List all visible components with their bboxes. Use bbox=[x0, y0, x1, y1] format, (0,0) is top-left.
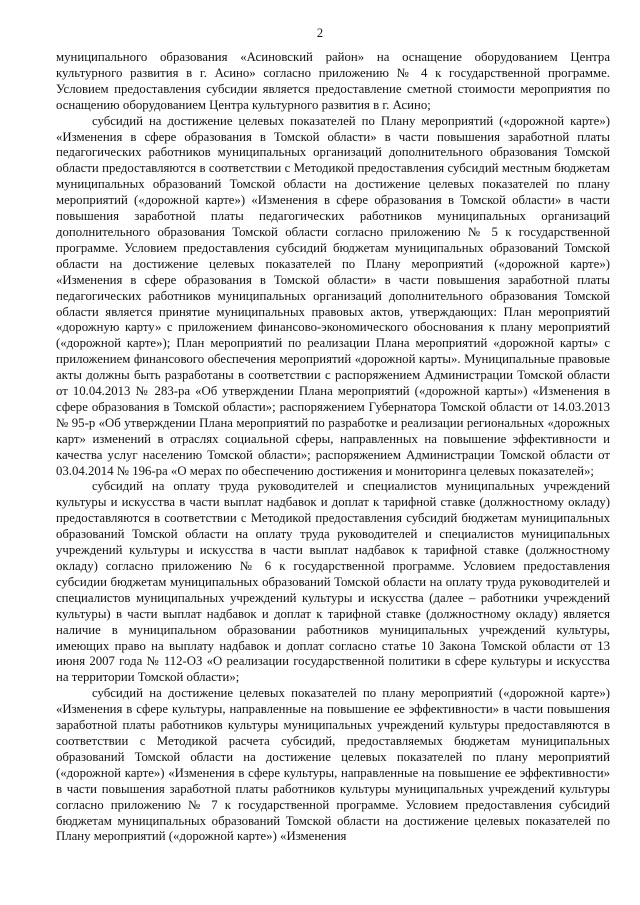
paragraph-education-subsidy: субсидий на достижение целевых показателей по Плану мероприятий («дорожной карте») «Изменения в сфере образования в Томской области» в части повышения заработной платы педагогических работников муниципальных организаций дополнительного образования Томской области предоставляются в соответствии с Методикой предоставления субсидий местным бюджетам муниципальных образований Томской области на достижение целевых показателей по плану мероприятий («дорожной карте») «Изменения в сфере образования в Томской области» в части повышения заработной платы педагогических работников муниципальных организаций дополнительного образования Томской области согласно приложению № 5 к государственной программе. Условием предоставления субсидий бюджетам муниципальных образований Томской области на достижение целевых показателей по Плану мероприятий («дорожной карте») «Изменения в сфере образования в Томской области» в части повышения заработной платы педагогических работников муниципальных организаций дополнительного образования Томской области является принятие муниципальных правовых актов, утверждающих: План мероприятий «дорожную карту» с приложением финансово-экономического обоснования к плану мероприятий («дорожной карте»); План мероприятий по реализации Плана мероприятий «дорожной карты» с приложением финансового обеспечения мероприятий «дорожной карты». Муниципальные правовые акты должны быть разработаны в соответствии с распоряжением Администрации Томской области от 10.04.2013 № 283-ра «Об утверждении Плана мероприятий («дорожной карты») «Изменения в сфере образования в Томской области»; распоряжением Губернатора Томской области от 14.03.2013 № 95-р «Об утверждении Плана мероприятий по разработке и реализации региональных «дорожных карт» изменений в отраслях социальной сферы, направленных на повышение эффективности и качества услуг населению Томской области»; распоряжением Администрации Томской области от 03.04.2014 № 196-ра «О мерах по обеспечению достижения и мониторинга целевых показателей»; bbox=[56, 113, 610, 478]
paragraph-culture-wages-subsidy: субсидий на оплату труда руководителей и специалистов муниципальных учреждений культуры и искусства в части выплат надбавок и доплат к тарифной ставке (должностному окладу) предоставляются в соответствии с Методикой предоставления субсидий бюджетам муниципальных образований Томской области на оплату труда руководителей и специалистов муниципальных учреждений культуры и искусства в части выплат надбавок к тарифной ставке (должностному окладу) согласно приложению № 6 к государственной программе. Условием предоставления субсидии бюджетам муниципальных образований Томской области на оплату труда руководителей и специалистов муниципальных учреждений культуры и искусства (далее – работники учреждений культуры) в части выплат надбавок и доплат к тарифной ставке (должностному окладу) является наличие в муниципальном образовании работников муниципальных учреждений культуры, имеющих право на выплату надбавок и доплат согласно статье 10 Закона Томской области от 13 июня 2007 года № 112-ОЗ «О реализации государственной политики в сфере культуры и искусства на территории Томской области»; bbox=[56, 479, 610, 685]
page-number: 2 bbox=[316, 26, 324, 40]
paragraph-culture-roadmap-subsidy: субсидий на достижение целевых показателей по плану мероприятий («дорожной карте») «Изменения в сфере культуры, направленные на повышение ее эффективности» в части повышения заработной платы работников культуры муниципальных учреждений культуры предоставляются в соответствии с Методикой расчета субсидий, предоставляемых бюджетам муниципальных образований Томской области на достижение целевых показателей по плану мероприятий («дорожной карте») «Изменения в сфере культуры, направленные на повышение ее эффективности» в части повышения заработной платы работников культуры муниципальных учреждений культуры согласно приложению № 7 к государственной программе. Условием предоставления субсидий бюджетам муниципальных образований Томской области на достижение целевых показателей по Плану мероприятий («дорожной карте») «Изменения bbox=[56, 686, 610, 844]
document-body bbox=[56, 50, 610, 845]
paragraph-continuation: муниципального образования «Асиновский район» на оснащение оборудованием Центра культурного развития в г. Асино» согласно приложению № 4 к государственной программе. Условием предоставления субсидии является предоставление сметной стоимости мероприятия по оснащению оборудованием Центра культурного развития в г. Асино; bbox=[56, 50, 610, 112]
